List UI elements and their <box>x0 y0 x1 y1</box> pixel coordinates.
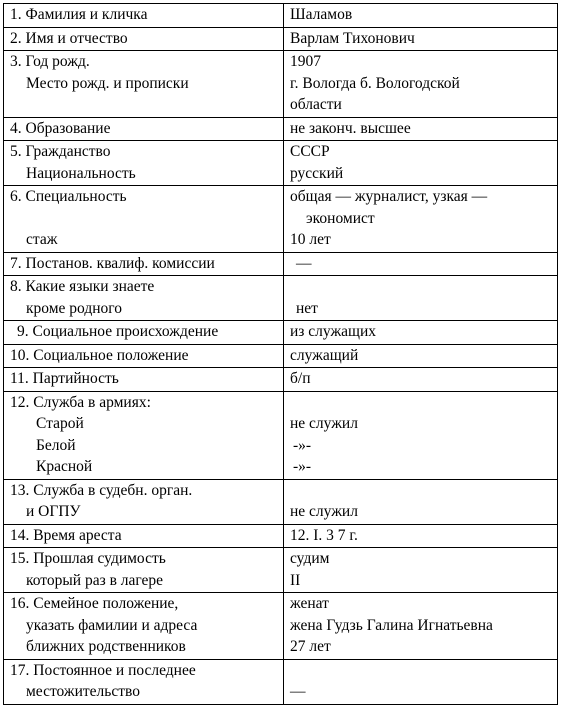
table-row <box>4 27 558 51</box>
answer-value: русский <box>290 164 344 182</box>
answer-cell <box>284 276 558 321</box>
question-label: Красной <box>36 458 93 475</box>
question-label: 7. Постанов. квалиф. комиссии <box>10 254 215 272</box>
answer-cell <box>284 659 558 704</box>
table-row <box>4 368 558 392</box>
question-cell <box>4 252 284 276</box>
answer-value: жена Гудзь Галина Игнатьевна <box>290 616 493 634</box>
question-cell <box>4 117 284 141</box>
table-row <box>4 4 558 28</box>
answer-cell <box>284 252 558 276</box>
answer-value: женат <box>290 595 329 612</box>
answer-value: не законч. высшее <box>290 119 411 137</box>
answer-value: не служил <box>290 503 358 520</box>
answer-cell <box>284 524 558 548</box>
table-row <box>4 479 558 524</box>
question-label: 8. Какие языки знаете <box>10 278 155 295</box>
spacer <box>290 276 551 298</box>
answer-cell <box>284 593 558 660</box>
answer-value: 10 лет <box>290 231 331 248</box>
answer-value: области <box>290 96 342 113</box>
question-cell <box>4 186 284 253</box>
question-label: Место рожд. и прописки <box>26 74 189 92</box>
question-label: Национальность <box>26 164 136 182</box>
table-row <box>4 321 558 345</box>
question-label: местожительство <box>26 683 140 700</box>
question-label: 17. Постоянное и последнее <box>10 661 196 679</box>
question-cell <box>4 321 284 345</box>
answer-value: служащий <box>290 346 359 364</box>
answer-value: СССР <box>290 143 330 160</box>
question-label: 13. Служба в судебн. орган. <box>10 481 193 499</box>
question-label: 12. Служба в армиях: <box>10 393 151 411</box>
question-label: 11. Партийность <box>10 370 119 387</box>
question-cell <box>4 4 284 28</box>
answer-cell <box>284 186 558 253</box>
question-label: 1. Фамилия и кличка <box>10 6 148 23</box>
answer-cell <box>284 141 558 186</box>
question-label: 14. Время ареста <box>10 526 122 544</box>
table-row <box>4 276 558 321</box>
answer-value: Варлам Тихонович <box>290 29 415 47</box>
table-row <box>4 593 558 660</box>
question-label: 15. Прошлая судимость <box>10 550 166 567</box>
answer-cell <box>284 479 558 524</box>
answer-value: судим <box>290 550 330 567</box>
answer-cell <box>284 368 558 392</box>
question-cell <box>4 344 284 368</box>
answer-cell <box>284 4 558 28</box>
answer-value: не служил <box>290 415 358 432</box>
table-row <box>4 659 558 704</box>
spacer <box>290 392 551 414</box>
question-label: Старой <box>36 415 84 432</box>
answer-value: — <box>290 683 306 700</box>
question-label: кроме родного <box>26 299 123 317</box>
question-label: 9. Социальное происхождение <box>17 323 219 340</box>
question-cell <box>4 524 284 548</box>
answer-value: нет <box>296 299 318 317</box>
question-cell <box>4 51 284 118</box>
question-cell <box>4 368 284 392</box>
answer-value: из служащих <box>290 323 377 340</box>
question-label: 6. Специальность <box>10 188 127 205</box>
question-label: 10. Социальное положение <box>10 346 189 364</box>
answer-value: -»- <box>293 458 312 475</box>
answer-cell <box>284 344 558 368</box>
question-cell <box>4 391 284 479</box>
questionnaire-table <box>3 3 558 705</box>
question-label: 5. Гражданство <box>10 143 111 160</box>
answer-cell <box>284 27 558 51</box>
table-row <box>4 252 558 276</box>
question-label: стаж <box>26 231 58 248</box>
question-cell <box>4 141 284 186</box>
answer-value: экономист <box>306 209 375 227</box>
table-row <box>4 141 558 186</box>
table-row <box>4 524 558 548</box>
table-row <box>4 186 558 253</box>
table-row <box>4 391 558 479</box>
question-label: 2. Имя и отчество <box>10 29 128 47</box>
spacer <box>10 208 277 230</box>
table-row <box>4 117 558 141</box>
answer-value: II <box>290 571 301 589</box>
table-row <box>4 344 558 368</box>
question-label: Белой <box>36 436 76 454</box>
answer-value: -»- <box>293 436 312 454</box>
question-cell <box>4 548 284 593</box>
question-cell <box>4 276 284 321</box>
answer-value: 12. I. 3 7 г. <box>290 526 358 544</box>
answer-value: Шаламов <box>290 6 353 23</box>
question-cell <box>4 479 284 524</box>
answer-value: 1907 <box>290 53 321 70</box>
spacer <box>290 480 551 502</box>
table-row <box>4 51 558 118</box>
answer-value: общая — журналист, узкая — <box>290 188 488 205</box>
question-label: 4. Образование <box>10 119 111 137</box>
question-label: ближних родственников <box>26 638 186 655</box>
answer-cell <box>284 391 558 479</box>
table-row <box>4 548 558 593</box>
question-cell <box>4 27 284 51</box>
question-label: 3. Год рожд. <box>10 53 90 70</box>
answer-cell <box>284 51 558 118</box>
answer-value: — <box>296 254 312 272</box>
question-label: который раз в лагере <box>26 571 164 589</box>
answer-cell <box>284 117 558 141</box>
question-label: 16. Семейное положение, <box>10 595 179 612</box>
answer-value: б/п <box>290 370 311 387</box>
spacer <box>290 660 551 682</box>
question-cell <box>4 593 284 660</box>
answer-cell <box>284 548 558 593</box>
question-label: и ОГПУ <box>26 503 81 520</box>
question-label: указать фамилии и адреса <box>26 616 198 634</box>
answer-cell <box>284 321 558 345</box>
question-cell <box>4 659 284 704</box>
answer-value: 27 лет <box>290 638 331 655</box>
answer-value: г. Вологда б. Вологодской <box>290 74 460 92</box>
